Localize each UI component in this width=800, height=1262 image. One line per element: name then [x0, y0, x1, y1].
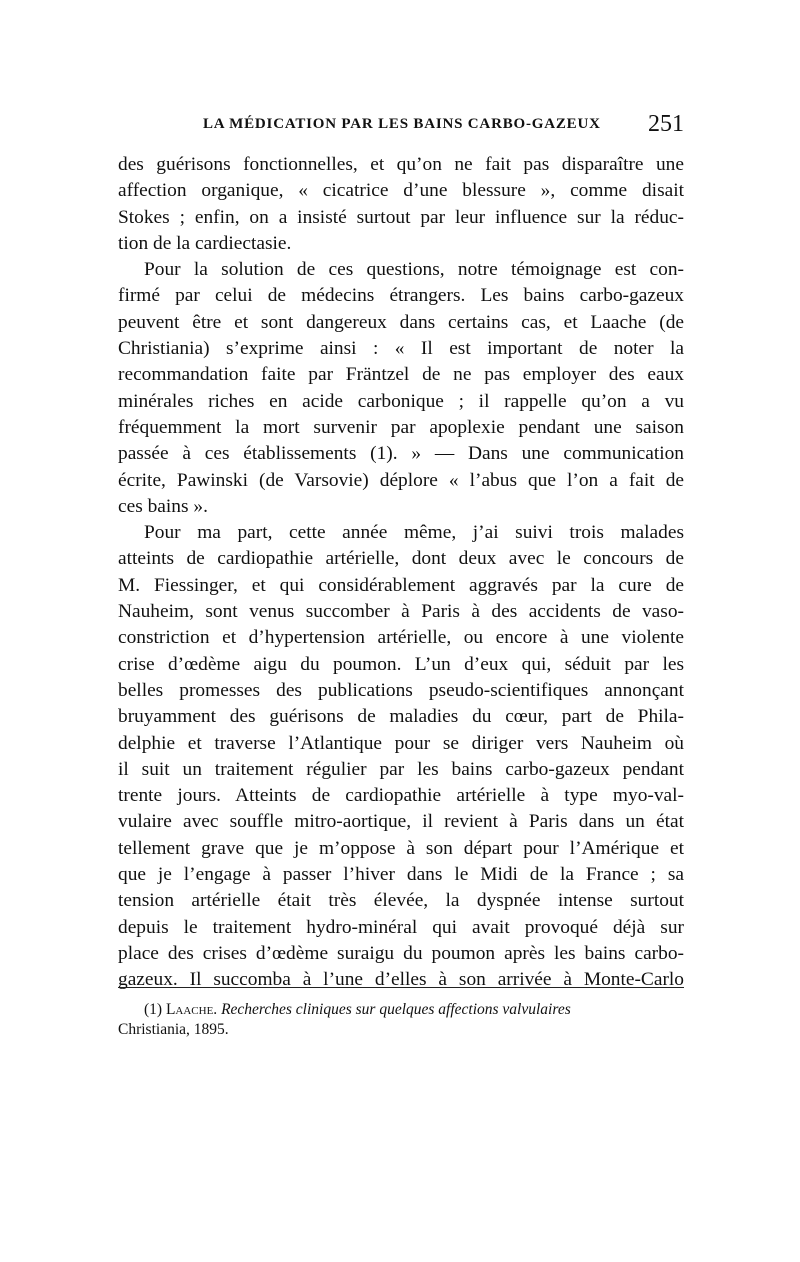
- text-line: firmé par celui de médecins étrangers. Les bains carbo-gazeux: [118, 285, 684, 307]
- text-line: minérales riches en acide carbonique ; il rappelle qu’on a vu: [118, 390, 684, 412]
- text-line: gazeux. Il succomba à l’une d’elles à son arrivée à Monte-Carlo: [118, 969, 684, 991]
- text-line: tension artérielle était très élevée, la dyspnée intense surtout: [118, 890, 684, 912]
- text-line: passée à ces établissements (1). » — Dans une communication: [118, 443, 684, 465]
- text-line: M. Fiessinger, et qui considérablement aggravés par la cure de: [118, 574, 684, 596]
- text-line: delphie et traverse l’Atlantique pour se diriger vers Nauheim où: [118, 732, 684, 754]
- text-line: fréquemment la mort survenir par apoplexie pendant une saison: [118, 416, 684, 438]
- text-line: affection organique, « cicatrice d’une blessure », comme disait: [118, 180, 684, 202]
- footnote: [118, 1000, 684, 1040]
- text-line: belles promesses des publications pseudo-scientifiques annonçant: [118, 679, 684, 701]
- text-line: Pour ma part, cette année même, j’ai suivi trois malades: [144, 522, 684, 544]
- text-line: que je l’engage à passer l’hiver dans le Midi de la France ; sa: [118, 864, 684, 886]
- text-line: trente jours. Atteints de cardiopathie artérielle à type myo-val-: [118, 785, 684, 807]
- text-line: atteints de cardiopathie artérielle, dont deux avec le concours de: [118, 548, 684, 570]
- text-line: Pour la solution de ces questions, notre témoignage est con-: [144, 259, 684, 281]
- running-title: LA MÉDICATION PAR LES BAINS CARBO-GAZEUX: [203, 116, 601, 132]
- text-line: constriction et d’hypertension artérielle, ou encore à une violente: [118, 627, 684, 649]
- text-line: vulaire avec souffle mitro-aortique, il revient à Paris dans un état: [118, 811, 684, 833]
- text-line: depuis le traitement hydro-minéral qui avait provoqué déjà sur: [118, 916, 684, 938]
- text-line: tion de la cardiectasie.: [118, 232, 292, 254]
- text-line: tellement grave que je m’oppose à son départ pour l’Amérique et: [118, 837, 684, 859]
- text-line: place des crises d’œdème suraigu du poumon après les bains carbo-: [118, 942, 684, 964]
- footnote-line: [118, 1000, 684, 1020]
- text-line: il suit un traitement régulier par les bains carbo-gazeux pendant: [118, 758, 684, 780]
- text-line: des guérisons fonctionnelles, et qu’on ne fait pas disparaître une: [118, 154, 684, 175]
- footnote-marker: (1): [144, 1001, 166, 1018]
- page-number: 251: [648, 111, 684, 137]
- text-line: écrite, Pawinski (de Varsovie) déplore « l’abus que l’on a fait de: [118, 469, 684, 491]
- text-line: crise d’œdème aigu du poumon. L’un d’eux qui, séduit par les: [118, 653, 684, 675]
- footnote-title: Recherches cliniques sur quelques affections valvulaires: [217, 1001, 571, 1018]
- body-text: [118, 152, 684, 994]
- text-line: Christiania) s’exprime ainsi : « Il est important de noter la: [118, 338, 684, 360]
- text-line: bruyamment des guérisons de maladies du cœur, part de Phila-: [118, 706, 684, 728]
- footnote-rule: [118, 987, 684, 988]
- text-line: Stokes ; enfin, on a insisté surtout par leur influence sur la réduc-: [118, 206, 684, 228]
- footnote-continuation: Christiania, 1895.: [118, 1021, 229, 1038]
- text-line: recommandation faite par Fräntzel de ne pas employer des eaux: [118, 364, 684, 386]
- text-line: ces bains ».: [118, 495, 208, 517]
- footnote-author: Laache.: [165, 1001, 218, 1018]
- running-head: [118, 111, 684, 140]
- text-line: peuvent être et sont dangereux dans certains cas, et Laache (de: [118, 311, 684, 333]
- text-line: Nauheim, sont venus succomber à Paris à des accidents de vaso-: [118, 601, 684, 623]
